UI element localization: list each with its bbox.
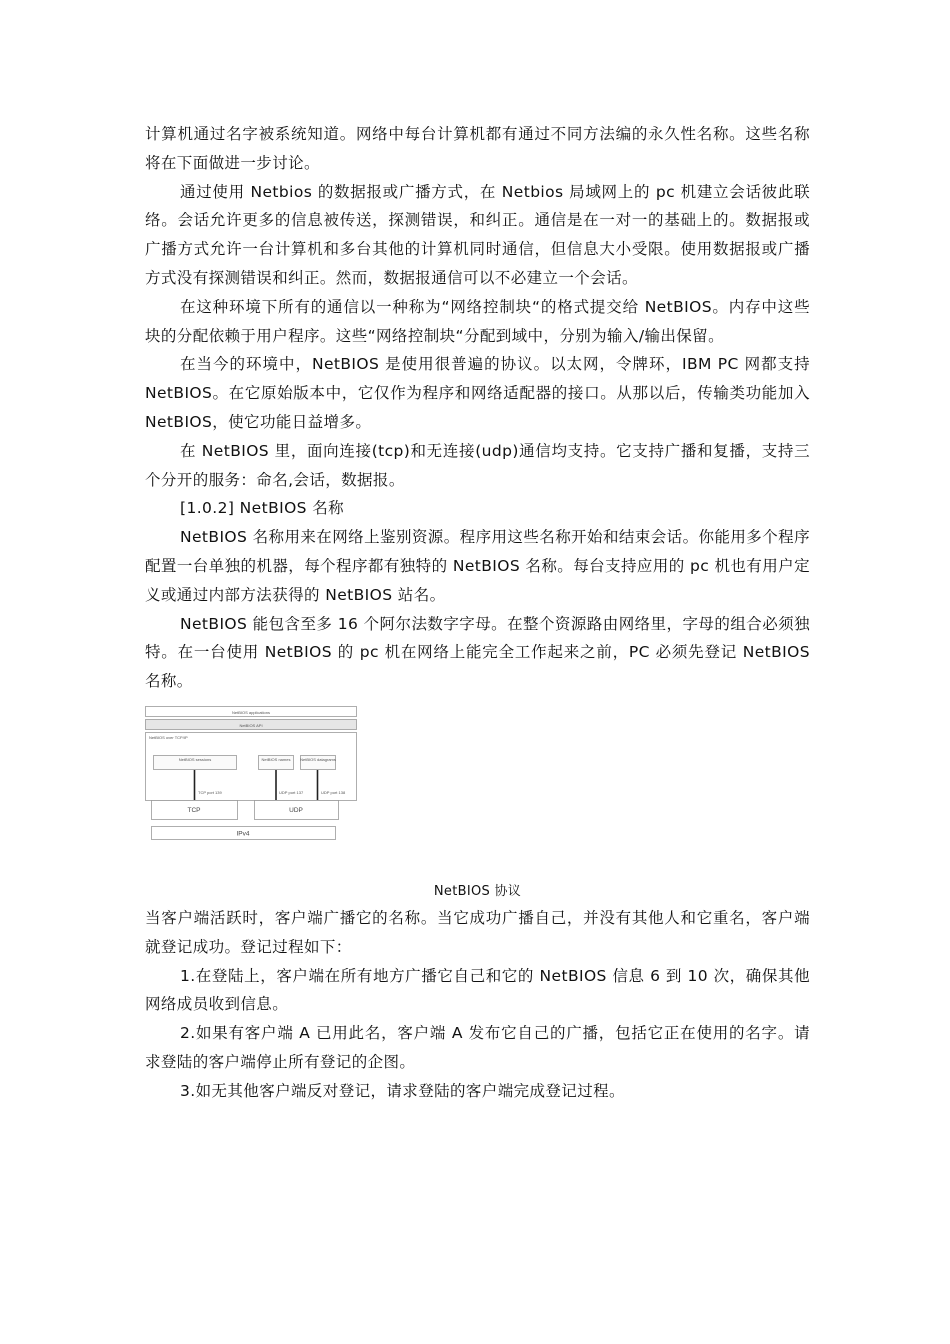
paragraph: 当客户端活跃时，客户端广播它的名称。当它成功广播自己，并没有其他人和它重名，客户端就登记成功。登记过程如下：	[145, 908, 810, 956]
list-item: 3.如无其他客户端反对登记，请求登陆的客户端完成登记过程。	[180, 1081, 625, 1100]
tcp-label: TCP	[187, 806, 201, 814]
paragraph: 在这种环境下所有的通信以一种称为“网络控制块“的格式提交给 NetBIOS。内存中这些块的分配依赖于用户程序。这些“网络控制块“分配到域中，分别为输入/输出保留。	[145, 297, 810, 345]
names-label: NetBIOS names	[261, 756, 291, 762]
paragraph: 计算机通过名字被系统知道。网络中每台计算机都有通过不同方法编的永久性名称。这些名称将在下面做进一步讨论。	[145, 125, 810, 172]
ipv4-label: IPv4	[236, 830, 250, 838]
udp-label: UDP	[289, 806, 303, 814]
udp-port-137-label: UDP port 137	[279, 789, 304, 795]
paragraph: NetBIOS 名称用来在网络上鉴别资源。程序用这些名称开始和结束会话。你能用多个程序配置一台单独的机器，每个程序都有独特的 NetBIOS 名称。每台支持应用的 pc 机也有用户定义或通过内部方法获得的 NetBIOS 站名。	[145, 528, 810, 604]
paragraph: 在当今的环境中，NetBIOS 是使用很普遍的协议。以太网，令牌环，IBM PC 网都支持 NetBIOS。在它原始版本中，它仅作为程序和网络适配器的接口。从那以后，传输类功能加入 NetBIOS，使它功能日益增多。	[145, 355, 810, 431]
figure-caption: NetBIOS 协议	[433, 883, 522, 899]
applications-label: NetBIOS applications	[231, 709, 271, 715]
over-tcpip-label: NetBIOS over TCP/IP	[149, 734, 188, 740]
list-item: 2.如果有客户端 A 已用此名，客户端 A 发布它自己的广播，包括它正在使用的名字。请求登陆的客户端停止所有登记的企图。	[145, 1024, 810, 1071]
udp-port-138-label: UDP port 138	[321, 789, 346, 795]
tcp-port-label: TCP port 139	[198, 789, 222, 795]
paragraph: 在 NetBIOS 里，面向连接(tcp)和无连接(udp)通信均支持。它支持广播和复播，支持三个分开的服务：命名,会话，数据报。	[145, 441, 810, 489]
paragraph: NetBIOS 能包含至多 16 个阿尔法数字字母。在整个资源路由网络里，字母的组合必须独特。在一台使用 NetBIOS 的 pc 机在网络上能完全工作起来之前，PC 必须先登记 NetBIOS 名称。	[145, 614, 810, 691]
api-label: NetBIOS API	[239, 722, 263, 728]
datagrams-label: NetBIOS datagrams	[300, 756, 336, 762]
list-item: 1.在登陆上，客户端在所有地方广播它自己和它的 NetBIOS 信息 6 到 10 次，确保其他网络成员收到信息。	[145, 966, 810, 1014]
sessions-label: NetBIOS sessions	[178, 756, 212, 762]
section-heading: [1.0.2] NetBIOS 名称	[180, 499, 345, 518]
paragraph: 通过使用 Netbios 的数据报或广播方式，在 Netbios 局域网上的 pc 机建立会话彼此联络。会话允许更多的信息被传送，探测错误，和纠正。通信是在一对一的基础上的。数据报或广播方式允许一台计算机和多台其他的计算机同时通信，但信息大小受限。使用数据报或广播方式没有探测错误和纠正。然而，数据报通信可以不必建立一个会话。	[145, 182, 810, 287]
document-body	[145, 120, 810, 1106]
netbios-protocol-diagram	[145, 706, 360, 846]
